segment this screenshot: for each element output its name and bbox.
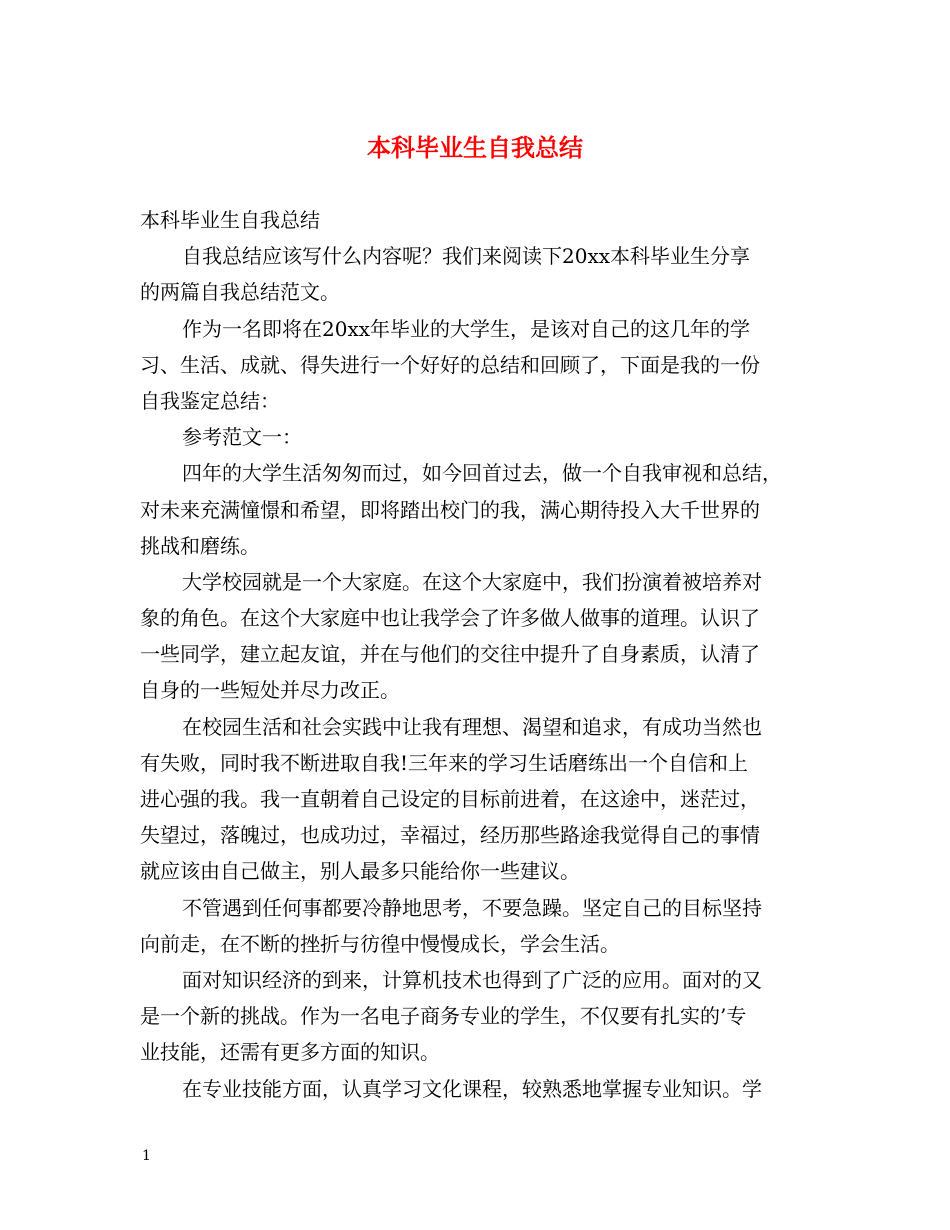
- document-body: [140, 202, 816, 1107]
- body-line: 面对知识经济的到来，计算机技术也得到了广泛的应用。面对的又: [182, 967, 762, 992]
- body-line: 一些同学，建立起友谊，并在与他们的交往中提升了自身素质，认清了: [140, 642, 760, 667]
- body-line: 在校园生活和社会实践中让我有理想、渴望和追求，有成功当然也: [182, 714, 762, 739]
- body-line: 挑战和磨练。: [140, 533, 260, 558]
- body-line: 进心强的我。我一直朝着自己设定的目标前进着，在这途中，迷茫过，: [140, 787, 760, 811]
- body-line: 自我鉴定总结：: [140, 388, 280, 413]
- body-line: 不管遇到任何事都要冷静地思考，不要急躁。坚定自己的目标坚持: [182, 895, 762, 920]
- body-line: 象的角色。在这个大家庭中也让我学会了许多做人做事的道理。认识了: [140, 606, 760, 631]
- page-number: 1: [142, 1148, 151, 1164]
- body-line: 习、生活、成就、得失进行一个好好的总结和回顾了，下面是我的一份: [140, 352, 760, 377]
- body-line: 对未来充满憧憬和希望，即将踏出校门的我，满心期待投入大千世界的: [140, 497, 760, 522]
- body-line: 向前走，在不断的挫折与彷徨中慢慢成长，学会生活。: [140, 931, 620, 956]
- body-line: 业技能，还需有更多方面的知识。: [140, 1040, 440, 1065]
- body-line: 有失败，同时我不断进取自我!三年来的学习生话磨练出一个自信和上: [140, 750, 749, 775]
- body-line: 作为一名即将在20xx年毕业的大学生，是该对自己的这几年的学: [182, 316, 751, 341]
- body-line: 就应该由自己做主，别人最多只能给你一些建议。: [140, 859, 580, 884]
- body-line: 自我总结应该写什么内容呢？我们来阅读下20xx本科毕业生分享: [182, 244, 751, 269]
- body-line: 失望过，落魄过，也成功过，幸福过，经历那些路途我觉得自己的事情: [140, 823, 760, 848]
- body-line: 参考范文一：: [182, 425, 302, 450]
- body-line: 大学校园就是一个大家庭。在这个大家庭中，我们扮演着被培养对: [182, 569, 762, 594]
- body-line: 四年的大学生活匆匆而过，如今回首过去，做一个自我审视和总结，: [182, 461, 782, 486]
- body-line: 的两篇自我总结范文。: [140, 280, 340, 305]
- body-line: 本科毕业生自我总结: [140, 208, 320, 232]
- body-line: 是一个新的挑战。作为一名电子商务专业的学生，不仅要有扎实的’专: [140, 1004, 747, 1029]
- body-line: 自身的一些短处并尽力改正。: [140, 678, 400, 703]
- body-line: 在专业技能方面，认真学习文化课程，较熟悉地掌握专业知识。学: [182, 1076, 762, 1101]
- document-title: 本科毕业生自我总结: [367, 134, 583, 162]
